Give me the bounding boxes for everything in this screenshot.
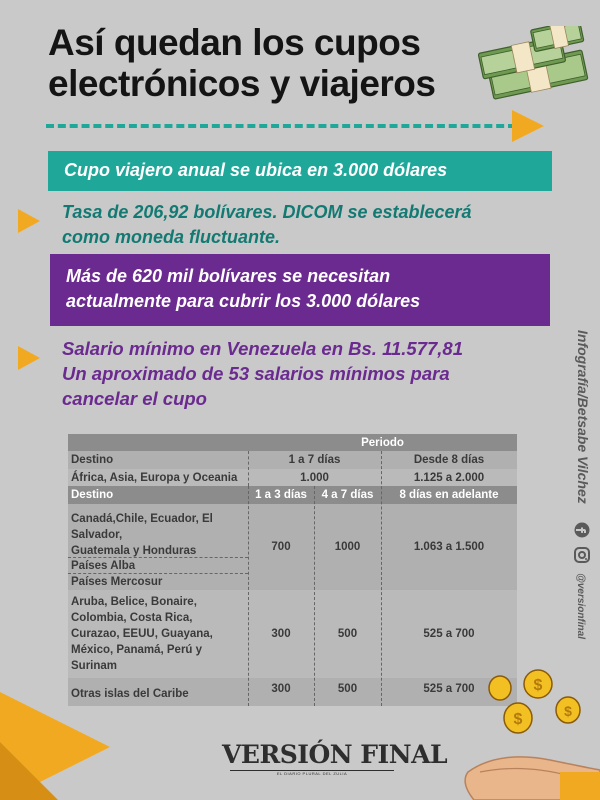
salario-text: [62, 336, 552, 411]
salario-line-2: Un aproximado de 53 salarios mínimos para: [62, 363, 450, 384]
credit-byline: Infografía/Betsabe Vilchez: [575, 330, 591, 504]
table-cell: 500: [337, 628, 358, 640]
group2-label: [71, 594, 246, 674]
row-divider: [68, 573, 248, 574]
table-cell: 525 a 700: [423, 683, 475, 695]
group1-label-line: Canadá,Chile, Ecuador, El: [71, 513, 213, 525]
col-header-1: 1 a 3 días: [248, 486, 314, 504]
infographic-title: Así quedan los cupos electrónicos y viajeros: [48, 22, 436, 104]
logo-tagline: EL DIARIO PLURAL DEL ZULIA: [276, 771, 348, 776]
salario-line-3: cancelar el cupo: [62, 388, 207, 409]
paises-alba: Países Alba: [71, 560, 136, 572]
dashed-divider: [46, 124, 516, 128]
table-cell: 1.063 a 1.500: [413, 541, 485, 553]
corner-fill: [0, 742, 58, 800]
tasa-text: [62, 200, 562, 250]
row-divider: [68, 557, 248, 558]
purple-line-1: Más de 620 mil bolívares se necesitan: [66, 266, 391, 286]
money-stack-icon: [478, 26, 593, 101]
periodo-header: Periodo: [248, 434, 517, 451]
paises-mercosur: Países Mercosur: [71, 576, 163, 588]
col-divider: [381, 451, 382, 706]
group2-label-line: Curazao, EEUU, Guayana,: [71, 628, 213, 640]
credit-handle: @versionfinal: [575, 573, 586, 639]
triangle-arrow-icon: [512, 110, 544, 142]
group1-label-line: Salvador,: [71, 529, 123, 541]
group1-label: [71, 511, 246, 559]
group1-label-line: Guatemala y Honduras: [71, 545, 197, 557]
destino-header: Destino: [68, 451, 248, 469]
col-header-3: 8 días en adelante: [381, 486, 517, 504]
purple-banner: [50, 254, 550, 326]
group2-label-line: Aruba, Belice, Bonaire,: [71, 596, 197, 608]
col-divider: [248, 486, 249, 706]
purple-line-2: actualmente para cubrir los 3.000 dólares: [66, 291, 421, 311]
table-row-label: Otras islas del Caribe: [71, 688, 189, 700]
triangle-bullet-icon: [18, 346, 40, 370]
tasa-line-2: como moneda fluctuante.: [62, 227, 281, 247]
table-cell: 300: [271, 683, 291, 695]
svg-text:$: $: [533, 677, 543, 694]
table-row-label: África, Asia, Europa y Oceania: [68, 469, 248, 486]
destino-header-2: Destino: [68, 486, 248, 504]
group2-label-line: Surinam: [71, 660, 118, 672]
teal-banner: Cupo viajero anual se ubica en 3.000 dólares: [48, 151, 552, 191]
logo-text: VERSIÓN FINAL: [222, 740, 448, 769]
group2-label-line: México, Panamá, Perú y: [71, 644, 203, 656]
triangle-bullet-icon: [18, 209, 40, 233]
table-cell: 525 a 700: [423, 628, 475, 640]
coins-hand-icon: [440, 660, 600, 800]
svg-text:$: $: [513, 711, 523, 728]
svg-text:$: $: [564, 703, 572, 719]
table-cell: 1000: [334, 541, 361, 553]
salario-line-1: Salario mínimo en Venezuela en Bs. 11.577,81: [62, 338, 464, 359]
col-divider: [248, 451, 249, 486]
brand-logo: [222, 740, 448, 776]
table-cell: 300: [271, 628, 291, 640]
table-cell: 500: [337, 683, 358, 695]
instagram-icon: [574, 547, 590, 563]
group2-label-line: Colombia, Costa Rica,: [71, 612, 193, 624]
facebook-icon: [574, 522, 590, 538]
period-short-header: 1 a 7 días: [248, 451, 381, 469]
table-cell: 700: [271, 541, 291, 553]
period-long-header: Desde 8 días: [381, 451, 517, 469]
col-header-2: 4 a 7 días: [314, 486, 381, 504]
col-divider: [314, 486, 315, 706]
table-cell: 1.000: [248, 469, 381, 486]
table-cell: 1.125 a 2.000: [381, 469, 517, 486]
table-corner: [68, 434, 248, 451]
tasa-line-1: Tasa de 206,92 bolívares. DICOM se establecerá: [62, 202, 472, 222]
